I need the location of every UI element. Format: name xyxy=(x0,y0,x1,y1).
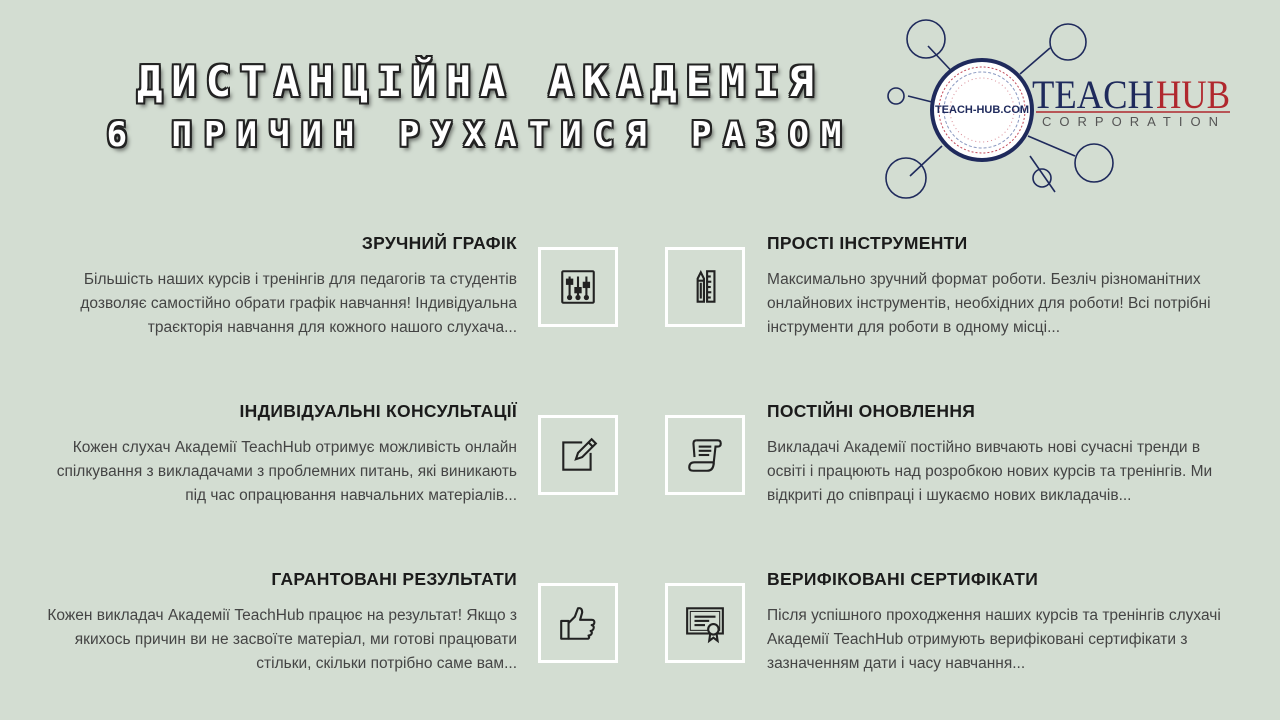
feature-title: ВЕРИФІКОВАНІ СЕРТИФІКАТИ xyxy=(767,569,1039,589)
feature-title: ГАРАНТОВАНІ РЕЗУЛЬТАТИ xyxy=(271,569,517,589)
edit-icon xyxy=(557,434,599,476)
feature-results xyxy=(47,568,517,676)
feature-text: Максимально зручний формат роботи. Безліч різноманітних онлайнових інструментів, необхідних для роботи! Всі потрібні інструменти для роботи в одному місці... xyxy=(767,271,1211,336)
feature-title: ЗРУЧНИЙ ГРАФІК xyxy=(361,233,517,253)
feature-title: ІНДИВІДУАЛЬНІ КОНСУЛЬТАЦІЇ xyxy=(239,401,517,421)
feature-text: Кожен слухач Академії TeachHub отримує можливість онлайн спілкування з викладачами з проблемних питань, які виникають під час опрацювання навчальних матеріалів... xyxy=(56,439,517,504)
results-icon-box xyxy=(538,583,618,663)
feature-title: ПОСТІЙНІ ОНОВЛЕННЯ xyxy=(767,401,976,421)
pencil-ruler-icon xyxy=(684,266,726,308)
header xyxy=(100,58,860,158)
feature-tools xyxy=(767,232,1237,340)
logo-brand-hub: HUB xyxy=(1156,72,1230,117)
page-subtitle: 6 ПРИЧИН РУХАТИСЯ РАЗОМ xyxy=(106,115,854,155)
updates-icon-box xyxy=(665,415,745,495)
feature-certificates xyxy=(767,568,1237,676)
feature-schedule xyxy=(47,232,517,340)
logo-brand-teach: TEACH xyxy=(1032,72,1154,117)
teachhub-logo[interactable] xyxy=(880,16,1240,202)
logo-url: TEACH-HUB.COM xyxy=(934,104,1030,116)
sliders-icon xyxy=(557,266,599,308)
feature-text: Викладачі Академії постійно вивчають нові сучасні тренди в освіті і працюють над розробкою нових курсів та тренінгів. Ми відкриті до співпраці і шукаємо нових викладачів... xyxy=(767,439,1213,504)
page-title: ДИСТАНЦІЙНА АКАДЕМІЯ xyxy=(137,57,823,106)
thumbs-up-icon xyxy=(557,602,599,644)
feature-text: Після успішного проходження наших курсів та тренінгів слухачі Академії TeachHub отримують верифіковані сертифікати з зазначенням дати і часу навчання... xyxy=(767,607,1221,672)
scroll-icon xyxy=(684,434,726,476)
feature-consultations xyxy=(47,400,517,508)
tools-icon-box xyxy=(665,247,745,327)
feature-text: Більшість наших курсів і тренінгів для педагогів та студентів дозволяє самостійно обрати графік навчання! Індивідуальна траєкторія навчання для кожного нашого слухача... xyxy=(80,271,517,336)
feature-text: Кожен викладач Академії TeachHub працює на результат! Якщо з якихось причин ви не засвоїте матеріал, ми готові працювати стільки, скільки потрібно саме вам... xyxy=(47,607,517,672)
schedule-icon-box xyxy=(538,247,618,327)
consultations-icon-box xyxy=(538,415,618,495)
logo-brand-sub: CORPORATION xyxy=(1042,114,1222,129)
certificate-icon xyxy=(684,602,726,644)
feature-title: ПРОСТІ ІНСТРУМЕНТИ xyxy=(767,233,968,253)
feature-updates xyxy=(767,400,1237,508)
certificates-icon-box xyxy=(665,583,745,663)
